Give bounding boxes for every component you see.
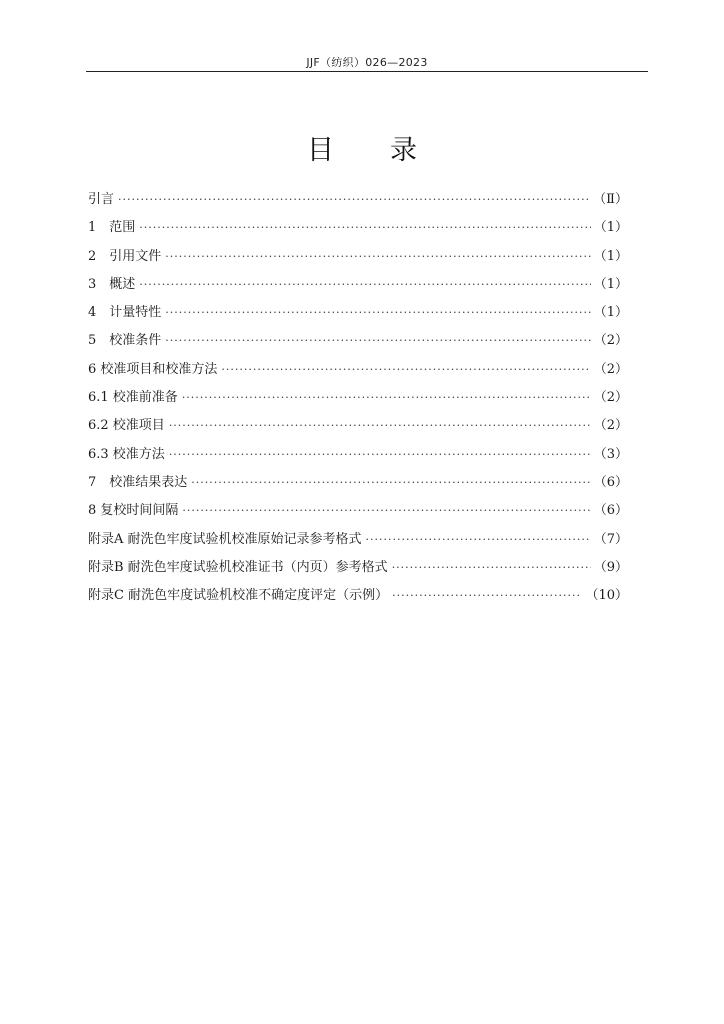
dot-leader (165, 299, 590, 327)
toc-entry-page: （1） (593, 220, 628, 236)
toc-entry-calibration-methods[interactable] (88, 441, 628, 469)
dot-leader (165, 243, 590, 271)
toc-entry-label: 附录B 耐洗色牢度试验机校准证书（内页）参考格式 (88, 559, 388, 575)
dot-leader (139, 214, 590, 242)
dot-leader (169, 412, 591, 440)
toc-entry-page: （9） (593, 559, 628, 575)
toc-entry-page: （7） (593, 531, 628, 547)
toc-entry-overview[interactable] (88, 271, 628, 299)
toc-entry-scope[interactable] (88, 214, 628, 242)
dot-leader (169, 441, 591, 469)
toc-entry-label: 8 复校时间间隔 (88, 503, 179, 519)
toc-entry-label: 6.3 校准方法 (88, 446, 165, 462)
toc-entry-label: 3 概述 (88, 276, 136, 292)
dot-leader (139, 271, 590, 299)
toc-entry-page: （2） (593, 361, 628, 377)
toc-entry-preparation[interactable] (88, 384, 628, 412)
toc-entry-page: （3） (593, 446, 628, 462)
toc-entry-label: 6 校准项目和校准方法 (88, 361, 218, 377)
toc-entry-label: 2 引用文件 (88, 248, 162, 264)
dot-leader (366, 526, 591, 554)
toc-entry-result-expression[interactable] (88, 469, 628, 497)
toc-entry-label: 7 校准结果表达 (88, 474, 188, 490)
toc-entry-page: （10） (585, 588, 628, 604)
toc-entry-page: （6） (593, 503, 628, 519)
toc-entry-label: 1 范围 (88, 220, 136, 236)
toc-entry-calibration-items-methods[interactable] (88, 356, 628, 384)
toc-entry-page: （2） (593, 390, 628, 406)
toc-entry-label: 6.1 校准前准备 (88, 390, 178, 406)
dot-leader (165, 327, 590, 355)
dot-leader (392, 554, 591, 582)
dot-leader (191, 469, 590, 497)
toc-entry-page: （Ⅱ） (593, 192, 628, 207)
toc-entry-label: 4 计量特性 (88, 305, 162, 321)
toc-entry-calibration-items[interactable] (88, 412, 628, 440)
toc-entry-calibration-conditions[interactable] (88, 327, 628, 355)
dot-leader (182, 384, 591, 412)
toc-entry-page: （1） (593, 305, 628, 321)
toc-entry-label: 引言 (88, 192, 115, 207)
toc-entry-label: 附录C 耐洗色牢度试验机校准不确定度评定（示例） (88, 588, 389, 604)
toc-entry-references[interactable] (88, 243, 628, 271)
table-of-contents (88, 186, 628, 610)
dot-leader (392, 582, 582, 610)
toc-entry-metrological-characteristics[interactable] (88, 299, 628, 327)
header-divider (86, 71, 648, 72)
toc-title: 目录 (307, 135, 473, 166)
toc-entry-appendix-b[interactable] (88, 554, 628, 582)
toc-entry-page: （6） (593, 474, 628, 490)
toc-entry-label: 附录A 耐洗色牢度试验机校准原始记录参考格式 (88, 531, 362, 547)
toc-entry-label: 5 校准条件 (88, 333, 162, 349)
toc-entry-page: （1） (593, 248, 628, 264)
page-header: JJF（纺织）026—2023 (306, 56, 428, 69)
toc-entry-page: （2） (593, 418, 628, 434)
toc-entry-appendix-a[interactable] (88, 526, 628, 554)
dot-leader (118, 186, 590, 214)
toc-entry-page: （1） (593, 276, 628, 292)
toc-entry-preface[interactable] (88, 186, 628, 214)
toc-entry-label: 6.2 校准项目 (88, 418, 165, 434)
toc-entry-appendix-c[interactable] (88, 582, 628, 610)
dot-leader (221, 356, 590, 384)
toc-entry-recalibration-interval[interactable] (88, 497, 628, 525)
toc-entry-page: （2） (593, 333, 628, 349)
dot-leader (182, 497, 590, 525)
